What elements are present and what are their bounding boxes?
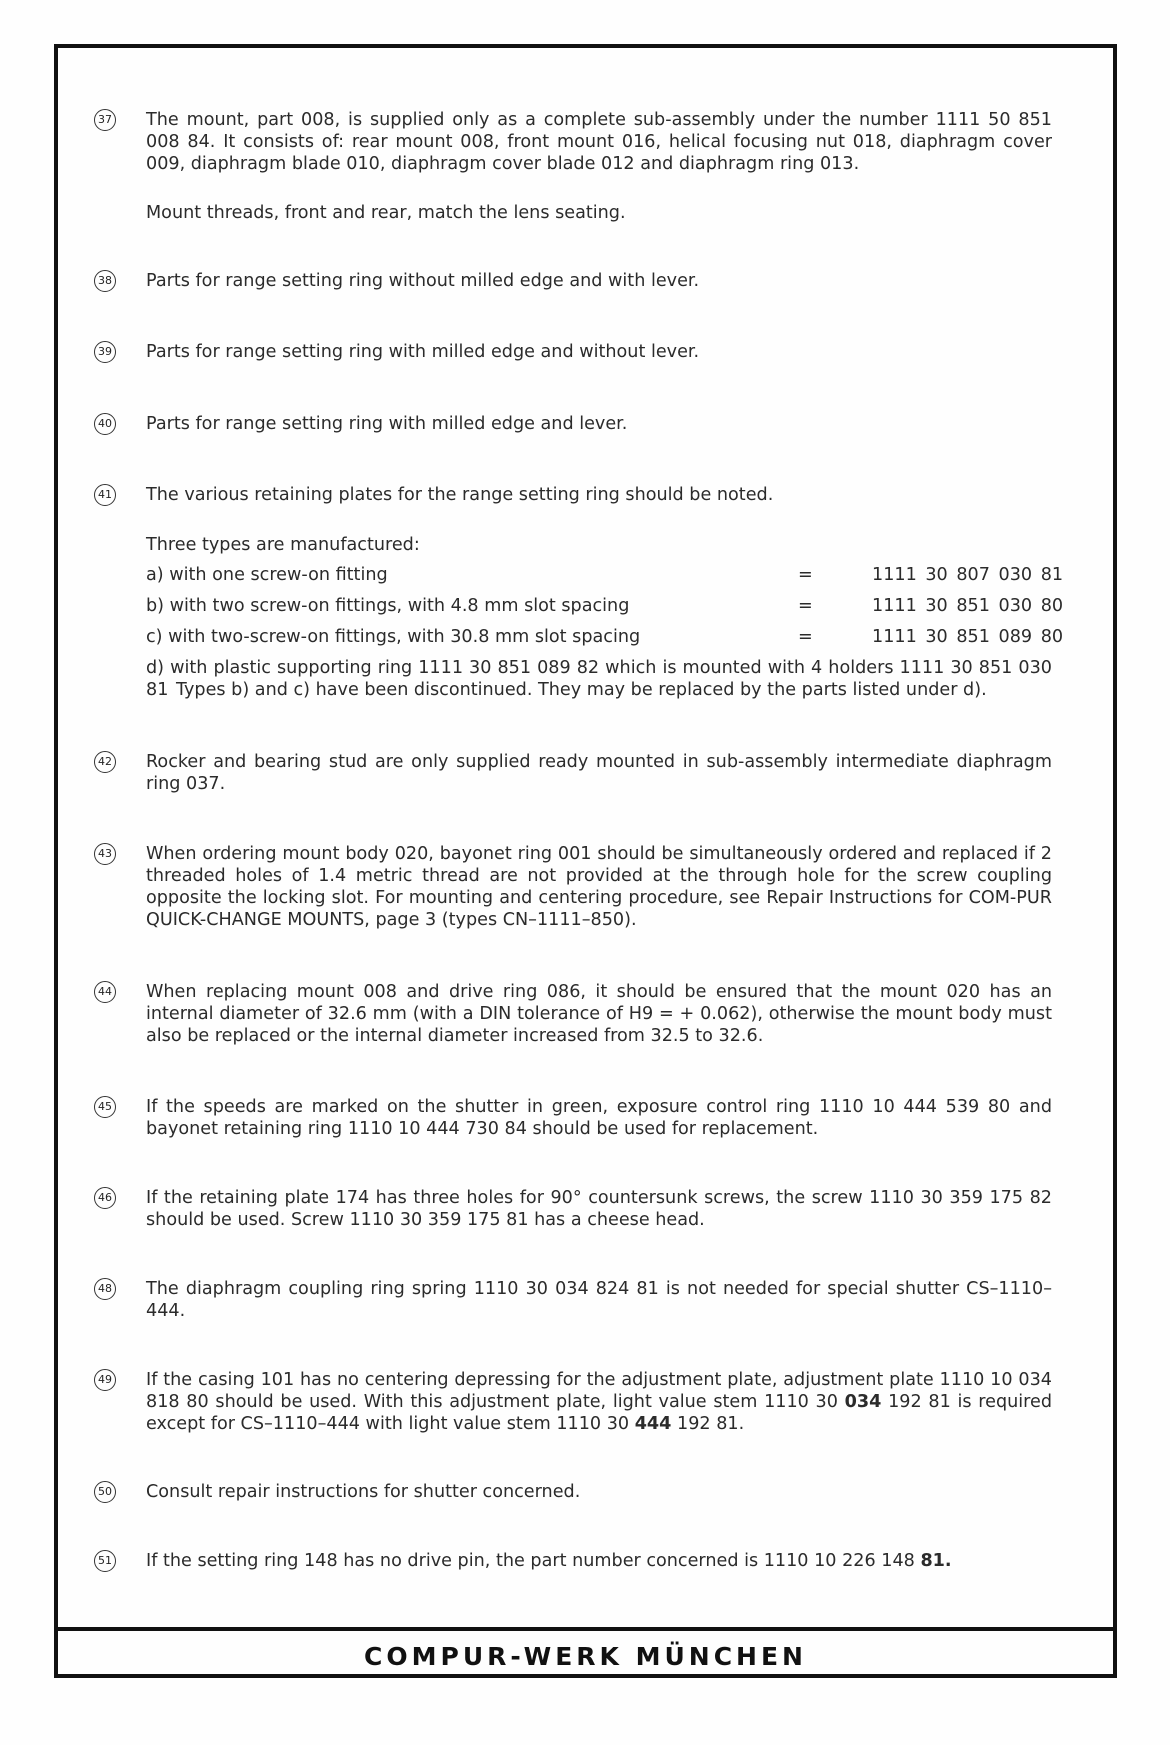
item-number: 40: [94, 413, 116, 435]
bold-part-segment: 444: [634, 1414, 672, 1434]
type-equals: =: [798, 627, 813, 647]
item-text: [146, 1369, 1052, 1435]
item-text: Parts for range setting ring with milled edge and lever.: [146, 414, 628, 434]
type-part-number: 1111 30 851 089 80: [872, 627, 1064, 647]
type-equals: =: [798, 565, 813, 585]
item-number: 48: [94, 1278, 116, 1300]
item-number: 42: [94, 751, 116, 773]
item-text: The diaphragm coupling ring spring 1110 30 034 824 81 is not needed for special shutter CS–1110–444.: [146, 1279, 1052, 1321]
type-d-line: d) with plastic supporting ring 1111 30 851 089 82 which is mounted with 4 holders 1111 30 851 030 81: [146, 658, 1052, 700]
item-text: Consult repair instructions for shutter concerned.: [146, 1482, 581, 1502]
item-text: The mount, part 008, is supplied only as a complete sub-assembly under the number 1111 50 851 008 84. It consists of: rear mount 008, front mount 016, helical focusing nut 018, diaphragm cover 009, diaphragm blade 010, diaphragm cover blade 012 and diaphragm ring 013.: [146, 110, 1052, 174]
item-text: If the retaining plate 174 has three holes for 90° countersunk screws, the screw 1110 30 359 175 82 should be used. Screw 1110 30 359 175 81 has a cheese head.: [146, 1188, 1052, 1230]
footer-title: COMPUR-WERK MÜNCHEN: [364, 1642, 807, 1671]
item-text: Rocker and bearing stud are only supplied ready mounted in sub-assembly intermediate diaphragm ring 037.: [146, 752, 1052, 794]
item-number: 45: [94, 1096, 116, 1118]
item-text: Mount threads, front and rear, match the lens seating.: [146, 203, 626, 223]
item-number: 49: [94, 1369, 116, 1391]
text-segment: 192 81.: [671, 1414, 745, 1434]
type-label: b) with two screw-on fittings, with 4.8 mm slot spacing: [146, 596, 630, 616]
item-number: 43: [94, 843, 116, 865]
text-segment: If the casing 101 has no centering depressing for the adjustment plate, adjustment plate 1110 10 034 818 80 should be used. With this adjustment plate, light value stem 1110 30: [146, 1370, 1052, 1412]
item-number: 50: [94, 1481, 116, 1503]
item-number: 44: [94, 981, 116, 1003]
discontinued-note: Types b) and c) have been discontinued. They may be replaced by the parts listed under d).: [176, 680, 987, 700]
item-text: [146, 1550, 1052, 1572]
bold-part-segment: 034: [844, 1392, 882, 1412]
item-text: If the speeds are marked on the shutter in green, exposure control ring 1110 10 444 539 80 and bayonet retaining ring 1110 10 444 730 84 should be used for replacement.: [146, 1097, 1052, 1139]
text-segment: 192 81 is required except for CS–1110–444 with light value stem 1110 30: [146, 1392, 1052, 1434]
type-label: a) with one screw-on fitting: [146, 565, 388, 585]
item-text: When replacing mount 008 and drive ring 086, it should be ensured that the mount 020 has an internal diameter of 32.6 mm (with a DIN tolerance of H9 = + 0.062), otherwise the mount body must also be replaced or the internal diameter increased from 32.5 to 32.6.: [146, 982, 1052, 1046]
item-number: 39: [94, 341, 116, 363]
item-number: 41: [94, 484, 116, 506]
footer-band: [58, 1627, 1113, 1678]
type-part-number: 1111 30 851 030 80: [872, 596, 1064, 616]
item-number: 46: [94, 1187, 116, 1209]
item-text: The various retaining plates for the range setting ring should be noted.: [146, 485, 774, 505]
bold-part-segment: 81.: [920, 1551, 952, 1571]
item-text: When ordering mount body 020, bayonet ring 001 should be simultaneously ordered and replaced if 2 threaded holes of 1.4 metric thread are not provided at the through hole for the screw coupling opposite the locking slot. For mounting and centering procedure, see Repair Instructions for COM-PUR QUICK-CHANGE MOUNTS, page 3 (types CN–1111–850).: [146, 844, 1052, 930]
item-number: 51: [94, 1550, 116, 1572]
text-segment: If the setting ring 148 has no drive pin, the part number concerned is 1110 10 226 148: [146, 1551, 921, 1571]
type-label: c) with two-screw-on fittings, with 30.8 mm slot spacing: [146, 627, 641, 647]
item-number: 37: [94, 109, 116, 131]
item-text: Parts for range setting ring without milled edge and with lever.: [146, 271, 700, 291]
types-intro: Three types are manufactured:: [146, 535, 420, 555]
type-equals: =: [798, 596, 813, 616]
item-number: 38: [94, 270, 116, 292]
type-part-number: 1111 30 807 030 81: [872, 565, 1064, 585]
item-text: Parts for range setting ring with milled edge and without lever.: [146, 342, 700, 362]
